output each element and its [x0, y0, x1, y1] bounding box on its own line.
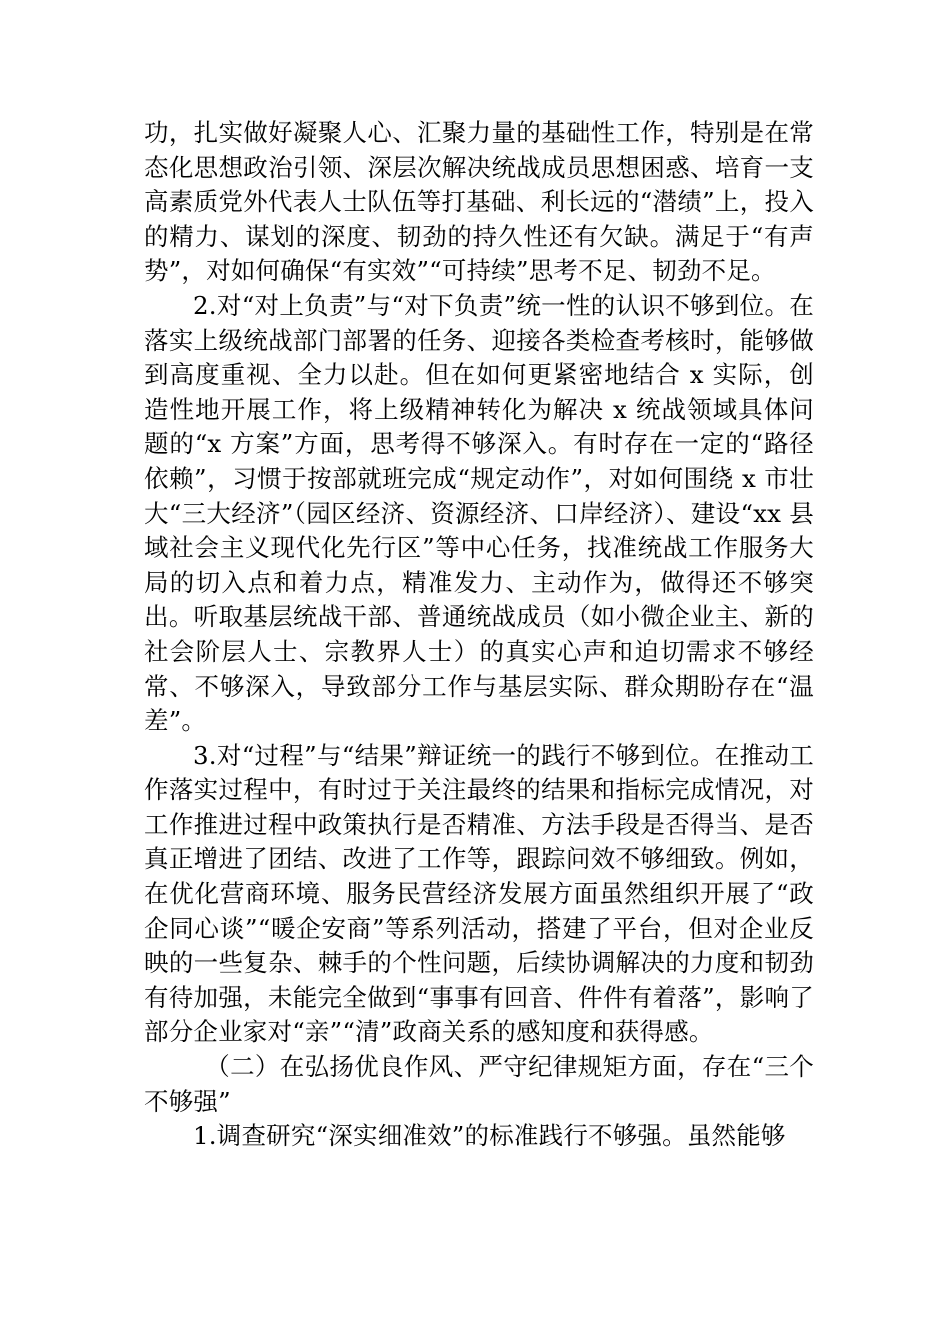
paragraph-item-3: 3.对“过程”与“结果”辩证统一的践行不够到位。在推动工作落实过程中，有时过于关注最终的结果和指标完成情况，对工作推进过程中政策执行是否精准、方法手段是否得当、是否真正增进了团结、改进了工作等，跟踪问效不够细致。例如，在优化营商环境、服务民营经济发展方面虽然组织开展了“政企同心谈”“暖企安商”等系列活动，搭建了平台，但对企业反映的一些复杂、棘手的个性问题，后续协调解决的力度和韧劲有待加强，未能完全做到“事事有回音、件件有着落”，影响了部分企业家对“亲”“清”政商关系的感知度和获得感。: [144, 740, 814, 1047]
document-body: [144, 116, 814, 1154]
paragraph-continuation: 功，扎实做好凝聚人心、汇聚力量的基础性工作，特别是在常态化思想政治引领、深层次解决统战成员思想困惑、培育一支高素质党外代表人士队伍等打基础、利长远的“潜绩”上，投入的精力、谋划的深度、韧劲的持久性还有欠缺。满足于“有声势”，对如何确保“有实效”“可持续”思考不足、韧劲不足。: [144, 118, 814, 286]
paragraph-item-1: 1.调查研究“深实细准效”的标准践行不够强。虽然能够: [193, 1121, 786, 1151]
section-heading: （二）在弘扬优良作风、严守纪律规矩方面，存在“三个不够强”: [144, 1052, 814, 1116]
paragraph-item-2: 2.对“对上负责”与“对下负责”统一性的认识不够到位。在落实上级统战部门部署的任务、迎接各类检查考核时，能够做到高度重视、全力以赴。但在如何更紧密地结合 x 实际，创造性地开展工作，将上级精神转化为解决 x 统战领域具体问题的“x 方案”方面，思考得不够深入。有时存在一定的“路径依赖”，习惯于按部就班完成“规定动作”，对如何围绕 x 市壮大“三大经济”（园区经济、资源经济、口岸经济）、建设“xx 县域社会主义现代化先行区”等中心任务，找准统战工作服务大局的切入点和着力点，精准发力、主动作为，做得还不够突出。听取基层统战干部、普通统战成员（如小微企业主、新的社会阶层人士、宗教界人士）的真实心声和迫切需求不够经常、不够深入，导致部分工作与基层实际、群众期盼存在“温差”。: [144, 290, 814, 736]
